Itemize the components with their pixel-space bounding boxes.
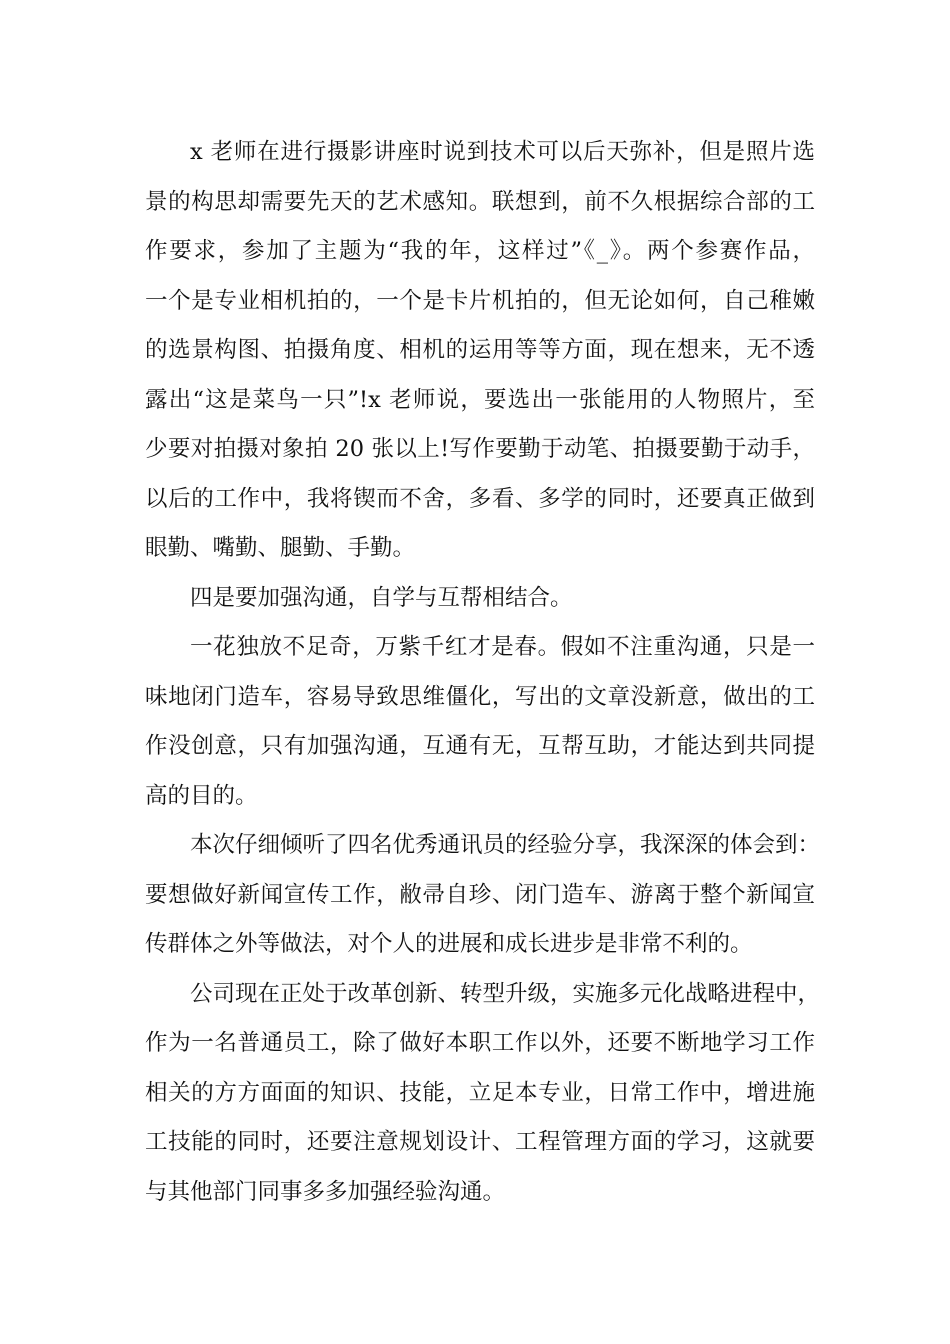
text-line: 一花独放不足奇，万紫千红才是春。假如不注重沟通，只是一 bbox=[190, 634, 815, 660]
paragraph-heading-communication bbox=[145, 574, 815, 624]
text-line: 的选景构图、拍摄角度、相机的运用等等方面，现在想来，无不透 bbox=[145, 337, 815, 363]
paragraph-experience-sharing bbox=[145, 821, 821, 970]
text-line: 一个是专业相机拍的，一个是卡片机拍的，但无论如何，自己稚嫩 bbox=[145, 287, 815, 314]
body-text bbox=[145, 128, 821, 1217]
text-line: 公司现在正处于改革创新、转型升级，实施多元化战略进程中， bbox=[190, 980, 821, 1007]
text-line: 以后的工作中，我将锲而不舍，多看、多学的同时，还要真正做到 bbox=[145, 485, 815, 512]
text-line: 露出“这是菜鸟一只”!x 老师说，要选出一张能用的人物照片，至 bbox=[145, 386, 815, 413]
paragraph-company-reform bbox=[145, 970, 821, 1218]
text-line: 相关的方方面面的知识、技能，立足本专业，日常工作中，增进施 bbox=[145, 1079, 815, 1106]
text-line: 传群体之外等做法，对个人的进展和成长进步是非常不利的。 bbox=[145, 931, 753, 957]
text-line: 工技能的同时，还要注意规划设计、工程管理方面的学习，这就要 bbox=[145, 1129, 815, 1155]
text-line: 味地闭门造车，容易导致思维僵化，写出的文章没新意，做出的工 bbox=[145, 683, 815, 710]
paragraph-photography bbox=[145, 128, 815, 574]
text-line: 少要对拍摄对象拍 20 张以上!写作要勤于动笔、拍摄要勤于动手， bbox=[145, 436, 815, 462]
text-line: 与其他部门同事多多加强经验沟通。 bbox=[145, 1178, 506, 1205]
text-line: 本次仔细倾听了四名优秀通讯员的经验分享，我深深的体会到： bbox=[190, 832, 821, 858]
text-line: 景的构思却需要先天的艺术感知。联想到，前不久根据综合部的工 bbox=[145, 188, 815, 215]
paragraph-one-flower bbox=[145, 623, 815, 821]
text-line: 要想做好新闻宣传工作，敝帚自珍、闭门造车、游离于整个新闻宣 bbox=[145, 881, 815, 908]
text-line: 作没创意，只有加强沟通，互通有无，互帮互助，才能达到共同提 bbox=[145, 733, 815, 759]
text-line: 高的目的。 bbox=[145, 782, 258, 809]
text-line: 作为一名普通员工，除了做好本职工作以外，还要不断地学习工作 bbox=[145, 1030, 815, 1056]
text-line: 作要求，参加了主题为“我的年，这样过”《_》。两个参赛作品， bbox=[145, 238, 815, 264]
text-line: x 老师在进行摄影讲座时说到技术可以后天弥补，但是照片选 bbox=[190, 139, 815, 165]
text-line: 眼勤、嘴勤、腿勤、手勤。 bbox=[145, 535, 416, 561]
section-heading: 四是要加强沟通，自学与互帮相结合。 bbox=[190, 584, 573, 611]
